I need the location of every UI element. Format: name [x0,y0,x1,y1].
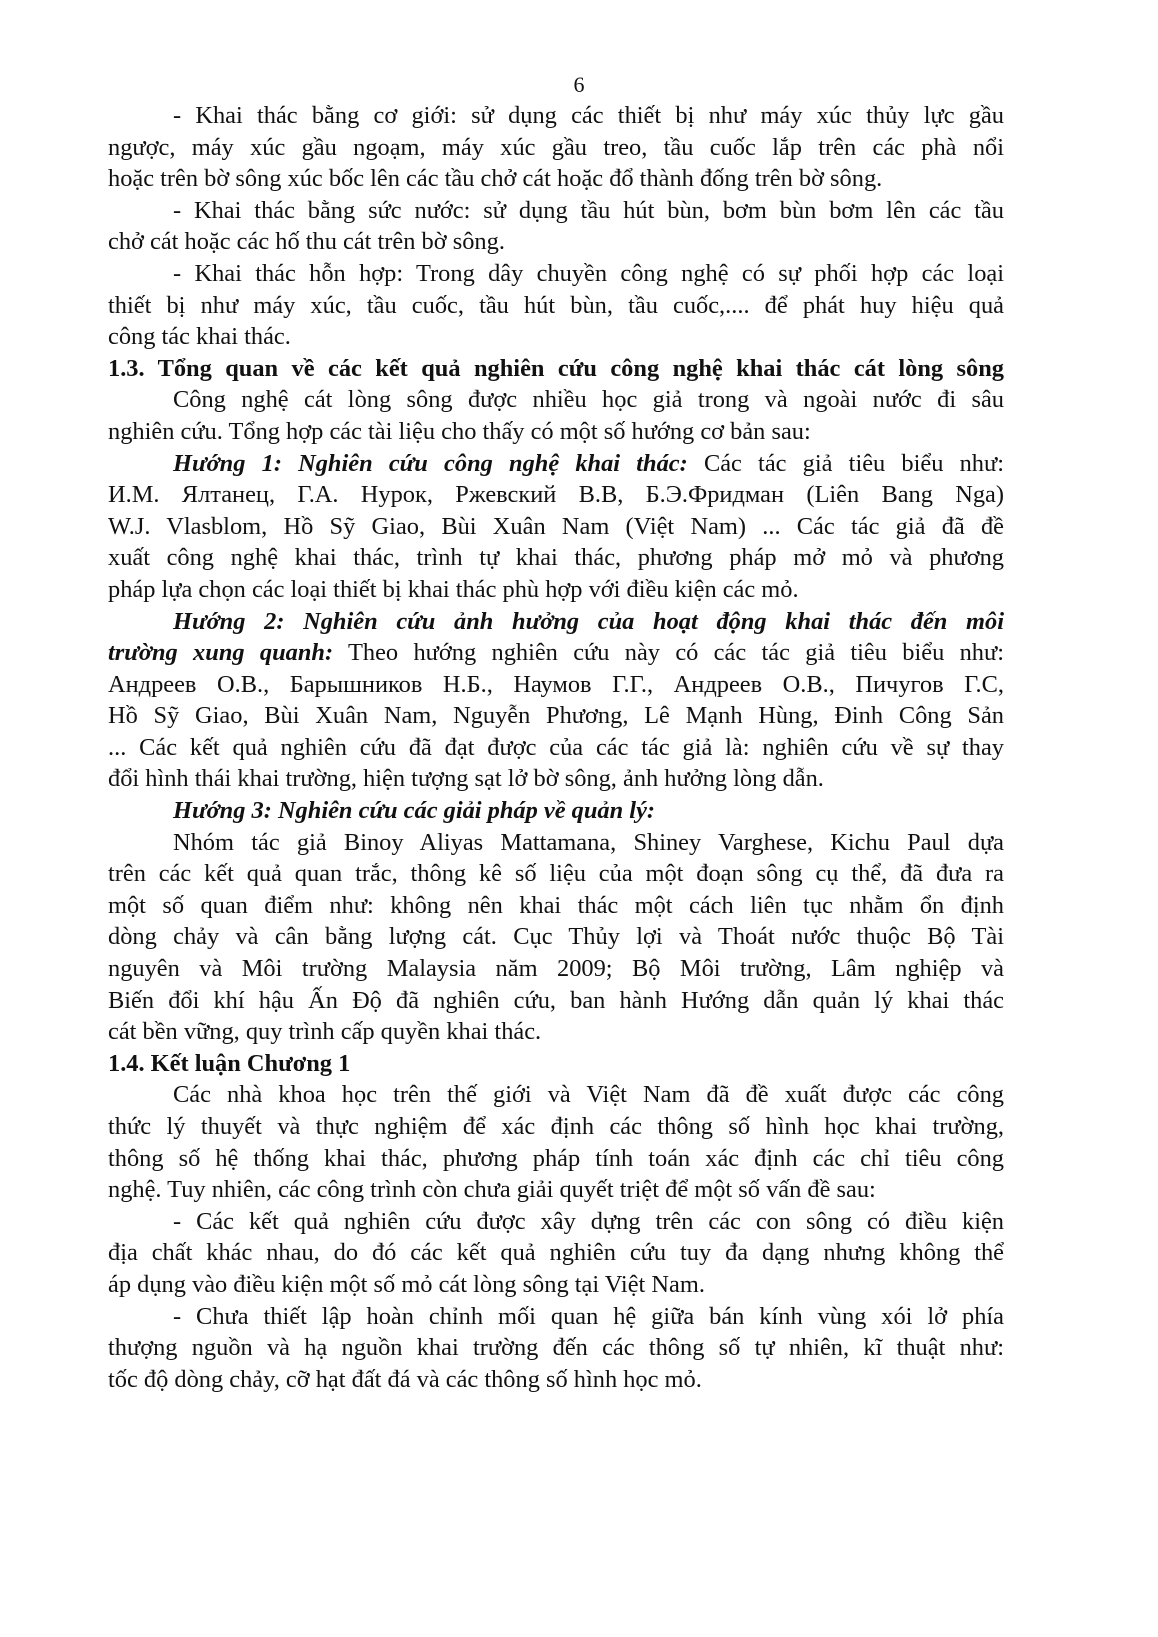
direction-2-title-cont: trường xung quanh: [108,639,334,667]
text-line: một số quan điểm như: không nên khai thác một cách liên tục nhằm ổn định [108,891,1004,919]
text-line: địa chất khác nhau, do đó các kết quả nghiên cứu tuy đa dạng nhưng không thể [108,1239,1004,1267]
page-number: 6 [573,72,585,97]
text-line: xuất công nghệ khai thác, trình tự khai thác, phương pháp mở mỏ và phương [108,544,1004,572]
text-line: Hồ Sỹ Giao, Bùi Xuân Nam, Nguyễn Phương, Lê Mạnh Hùng, Đinh Công Sản [108,702,1004,730]
text-line: pháp lựa chọn các loại thiết bị khai thác phù hợp với điều kiện các mỏ. [108,575,799,603]
direction-1-text: Các tác giả tiêu biểu như: [687,449,1004,477]
direction-2-line [108,606,1004,638]
text-line: - Khai thác hỗn hợp: Trong dây chuyền công nghệ có sự phối hợp các loại [173,259,1004,287]
direction-3-line [108,795,1004,827]
text-line: trên các kết quả quan trắc, thông kê số liệu của một đoạn sông cụ thể, đã đưa ra [108,860,1004,888]
text-line: - Các kết quả nghiên cứu được xây dựng trên các con sông có điều kiện [173,1207,1004,1235]
direction-1-line [108,448,1004,480]
text-line: W.J. Vlasblom, Hồ Sỹ Giao, Bùi Xuân Nam (Việt Nam) ... Các tác giả đã đề [108,512,1004,540]
text-line: Các nhà khoa học trên thế giới và Việt Nam đã đề xuất được các công [173,1081,1004,1109]
text-line: công tác khai thác. [108,323,291,351]
body-text [108,100,1004,1395]
text-line: И.М. Ялтанец, Г.А. Нурок, Ржевский В.В, Б.Э.Фридман (Liên Bang Nga) [108,481,1004,509]
text-line: nghệ. Tuy nhiên, các công trình còn chưa giải quyết triệt để một số vấn đề sau: [108,1176,876,1204]
direction-2-title: Hướng 2: Nghiên cứu ảnh hưởng của hoạt động khai thác đến môi [173,607,1004,635]
text-line: dòng chảy và cân bằng lượng cát. Cục Thủy lợi và Thoát nước thuộc Bộ Tài [108,923,1004,951]
text-line: thiết bị như máy xúc, tầu cuốc, tầu hút bùn, tầu cuốc,.... để phát huy hiệu quả [108,291,1004,319]
text-line: áp dụng vào điều kiện một số mỏ cát lòng sông tại Việt Nam. [108,1270,705,1298]
direction-1-title: Hướng 1: Nghiên cứu công nghệ khai thác: [173,449,688,477]
text-line: đổi hình thái khai trường, hiện tượng sạt lở bờ sông, ảnh hưởng lòng dẫn. [108,765,824,793]
text-line: hoặc trên bờ sông xúc bốc lên các tầu chở cát hoặc đổ thành đống trên bờ sông. [108,165,883,193]
direction-2-line-2 [108,637,1004,669]
text-line: - Khai thác bằng sức nước: sử dụng tầu hút bùn, bơm bùn bơm lên các tầu [173,196,1004,224]
text-line: - Khai thác bằng cơ giới: sử dụng các thiết bị như máy xúc thủy lực gầu [173,102,1004,129]
direction-3-title: Hướng 3: Nghiên cứu các giải pháp về quản lý: [173,797,656,825]
text-line: ... Các kết quả nghiên cứu đã đạt được của các tác giả là: nghiên cứu về sự thay [108,733,1004,761]
text-line: ngược, máy xúc gầu ngoạm, máy xúc gầu treo, tầu cuốc lắp trên các phà nổi [108,133,1004,161]
text-line: nghiên cứu. Tổng hợp các tài liệu cho thấy có một số hướng cơ bản sau: [108,417,811,445]
text-line: tốc độ dòng chảy, cỡ hạt đất đá và các thông số hình học mỏ. [108,1365,702,1393]
text-line: - Chưa thiết lập hoàn chỉnh mối quan hệ giữa bán kính vùng xói lở phía [173,1302,1004,1330]
text-line: Biến đổi khí hậu Ấn Độ đã nghiên cứu, ban hành Hướng dẫn quản lý khai thác [108,986,1004,1014]
section-heading-1-4: 1.4. Kết luận Chương 1 [108,1049,351,1077]
text-line: Nhóm tác giả Binoy Aliyas Mattamana, Shiney Varghese, Kichu Paul dựa [173,828,1004,856]
direction-2-text: Theo hướng nghiên cứu này có các tác giả tiêu biểu như: [333,639,1004,667]
text-line: thông số hệ thống khai thác, phương pháp tính toán xác định các chỉ tiêu công [108,1144,1004,1172]
text-line: thượng nguồn và hạ nguồn khai trường đến các thông số tự nhiên, kĩ thuật như: [108,1334,1004,1362]
text-line: chở cát hoặc các hố thu cát trên bờ sông. [108,228,505,256]
text-line: Công nghệ cát lòng sông được nhiều học giả trong và ngoài nước đi sâu [173,386,1004,414]
text-line: cát bền vững, quy trình cấp quyền khai thác. [108,1018,542,1046]
text-line: Андреев О.В., Барышников Н.Б., Наумов Г.Г., Андреев О.В., Пичугов Г.С, [108,670,1004,698]
section-heading-1-3: 1.3. Tổng quan về các kết quả nghiên cứu công nghệ khai thác cát lòng sông [108,354,1004,382]
text-line: nguyên và Môi trường Malaysia năm 2009; Bộ Môi trường, Lâm nghiệp và [108,955,1004,983]
text-line: thức lý thuyết và thực nghiệm để xác định các thông số hình học khai trường, [108,1113,1004,1140]
